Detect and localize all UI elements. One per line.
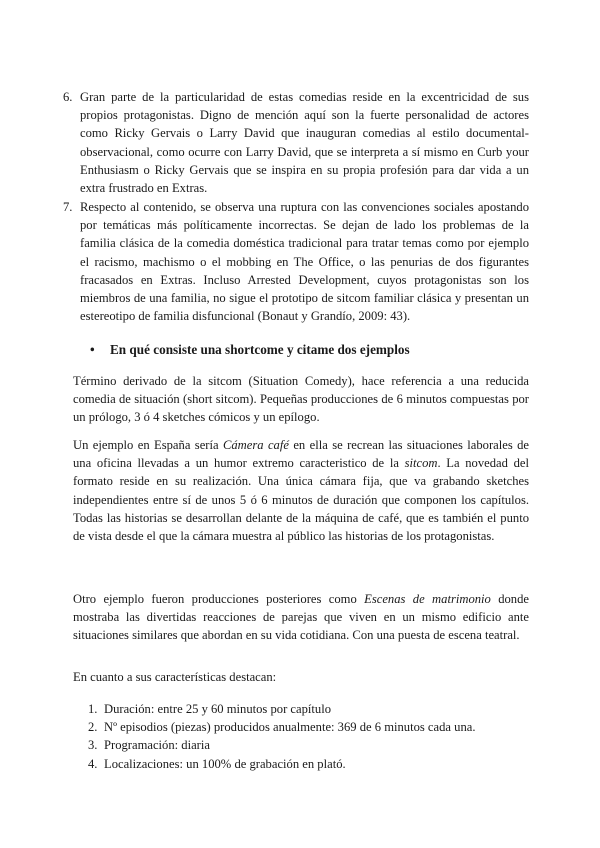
list-text: Programación: diaria [104, 738, 210, 753]
section-heading [90, 342, 410, 358]
list-item [88, 718, 475, 736]
list-number: 2. [88, 720, 98, 735]
numbered-list-continued [63, 198, 529, 325]
list-number: 7. [63, 200, 73, 214]
list-number: 1. [88, 702, 98, 716]
list-text: Nº episodios (piezas) producidos anualmente: 369 de 6 minutos cada una. [104, 720, 476, 735]
italic-title: Cámera café [222, 438, 289, 452]
bullet-icon: • [90, 342, 95, 357]
heading-text: En qué consiste una shortcome y citame dos ejemplos [110, 342, 410, 357]
list-number: 3. [88, 738, 98, 753]
paragraph-characteristics-intro: En cuanto a sus características destacan: [73, 670, 277, 684]
list-item-6 [63, 88, 529, 197]
italic-title: Escenas de matrimonio [364, 592, 491, 606]
list-text: Localizaciones: un 100% de grabación en plató. [104, 756, 346, 771]
list-item-7 [63, 198, 529, 325]
paragraph-definition: Término derivado de la sitcom (Situation Comedy), hace referencia a una reducida comedia de situación (short sitcom). Pequeñas producciones de 6 minutos compuestas por un prólogo, 3 ó 4 sketches cómicos y un epílogo. [73, 374, 529, 425]
list-item [88, 755, 475, 773]
list-item [88, 700, 475, 718]
numbered-list [63, 88, 529, 197]
list-item [88, 736, 475, 754]
paragraph-example-camera-cafe: Un ejemplo en España sería Cámera café en ella se recrean las situaciones laborales de una oficina llevadas a un humor extremo caracteristico de la sitcom. La novedad del formato reside en su realización. Una única cámara fija, que va grabando sketches independientes entre sí de unos 5 ó 6 minutos de duración que componen los capítulos. Todas las historias se desarrollan delante de la máquina de café, que es también el punto de vista desde el que la cámara muestra al público las historias de los protagonistas. [73, 438, 530, 544]
characteristics-list [88, 700, 475, 773]
list-text: Duración: entre 25 y 60 minutos por capítulo [104, 702, 331, 716]
list-number: 6. [63, 90, 73, 104]
list-text: Respecto al contenido, se observa una ruptura con las convenciones sociales apostando por temáticas más políticamente incorrectas. Se dejan de lado los problemas de la familia clásica de la comedia doméstica tradicional para tratar temas como por ejemplo el racismo, machismo o el mobbing en The Office, o las penurias de dos figurantes fracasados en Extras. Incluso Arrested Development, cuyos protagonistas son los miembros de una familia, no sigue el prototipo de sitcom familiar clásica y presentan un estereotipo de familia disfuncional (Bonaut y Grandío, 2009: 43). [80, 200, 529, 324]
italic-term: sitcom [404, 456, 438, 471]
list-text: Gran parte de la particularidad de estas comedias reside en la excentricidad de sus propios protagonistas. Digno de mención aquí son la fuerte personalidad de actores como Ricky Gervais o Larry David que inauguran comedias al estilo documental-observacional, como ocurre con Larry David, que se interpreta a sí mismo en Curb your Enthusiasm o Ricky Gervais que se inspira en su propia profesión para dar vida a un extra frustrado en Extras. [80, 90, 529, 196]
paragraph-example-escenas: Otro ejemplo fueron producciones posteriores como Escenas de matrimonio donde mostraba las divertidas reacciones de parejas que viven en un mismo edificio ante situaciones similares que abordan en su vida cotidiana. Con una puesta de escena teatral. [73, 592, 529, 643]
list-number: 4. [88, 756, 98, 771]
